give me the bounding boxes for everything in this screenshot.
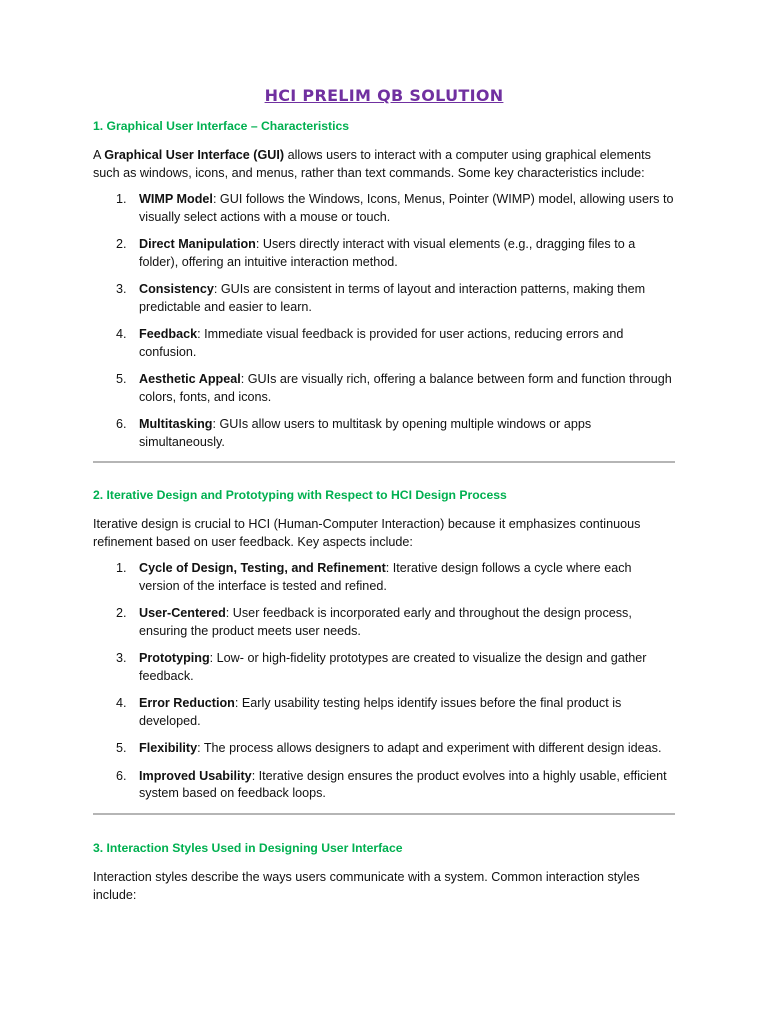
- item-text: : Users directly interact with visual elements (e.g., dragging files to a folder), offering an intuitive interaction method.: [139, 237, 636, 269]
- item-number: 2.: [116, 606, 127, 620]
- item-text: : User feedback is incorporated early and throughout the design process, ensuring the product meets user needs.: [139, 606, 632, 638]
- list-item: [93, 650, 675, 685]
- list-item: [93, 281, 675, 316]
- section-intro: [93, 147, 675, 182]
- item-number: 3.: [116, 651, 127, 665]
- list-item: [93, 605, 675, 640]
- item-number: 4.: [116, 696, 127, 710]
- item-text: : Early usability testing helps identify issues before the final product is developed.: [139, 696, 622, 728]
- item-term: Multitasking: [139, 417, 213, 431]
- item-term: Prototyping: [139, 651, 210, 665]
- item-text: : GUIs are consistent in terms of layout and interaction patterns, making them predictable and easier to learn.: [139, 282, 646, 314]
- list-item: [93, 416, 675, 451]
- item-term: Direct Manipulation: [139, 237, 256, 251]
- item-number: 1.: [116, 561, 127, 575]
- section-iterative-design: [93, 488, 675, 813]
- section-heading: 2. Iterative Design and Prototyping with Respect to HCI Design Process: [93, 488, 507, 502]
- intro-bold-term: Graphical User Interface (GUI): [104, 148, 285, 162]
- intro-prefix: A: [93, 148, 105, 162]
- item-number: 1.: [116, 192, 127, 206]
- item-number: 5.: [116, 372, 127, 386]
- item-term: Cycle of Design, Testing, and Refinement: [139, 561, 386, 575]
- section-gui-characteristics: [93, 119, 675, 461]
- aspects-list: [93, 560, 675, 803]
- item-number: 4.: [116, 327, 127, 341]
- item-term: Improved Usability: [139, 768, 252, 783]
- list-item: [93, 695, 675, 730]
- section-intro: Iterative design is crucial to HCI (Human-Computer Interaction) because it emphasizes continuous refinement based on user feedback. Key aspects include:: [93, 517, 641, 549]
- list-item: [93, 236, 675, 271]
- item-term: WIMP Model: [139, 192, 213, 206]
- item-text: : Iterative design ensures the product evolves into a highly usable, efficient system based on feedback loops.: [139, 768, 667, 800]
- list-item: [93, 768, 675, 803]
- section-interaction-styles: [93, 841, 675, 913]
- list-item: [93, 326, 675, 361]
- item-text: : Low- or high-fidelity prototypes are created to visualize the design and gather feedback.: [139, 651, 647, 683]
- item-number: 5.: [116, 741, 127, 755]
- section-heading: 3. Interaction Styles Used in Designing User Interface: [93, 841, 403, 855]
- section-heading: 1. Graphical User Interface – Characteristics: [93, 119, 350, 133]
- item-term: Consistency: [139, 282, 214, 296]
- document-title: HCI PRELIM QB SOLUTION: [264, 86, 504, 105]
- list-item: [93, 371, 675, 406]
- item-number: 3.: [116, 282, 127, 296]
- list-item: [93, 191, 675, 226]
- item-term: Flexibility: [139, 741, 198, 755]
- list-item: [93, 560, 675, 595]
- item-text: : Immediate visual feedback is provided for user actions, reducing errors and confusion.: [139, 327, 624, 359]
- item-text: : GUIs allow users to multitask by opening multiple windows or apps simultaneously.: [139, 417, 592, 449]
- item-number: 6.: [116, 417, 127, 431]
- intro-rest: allows users to interact with a computer using graphical elements such as windows, icons, and menus, rather than text commands. Some key characteristics include:: [93, 148, 651, 180]
- item-term: Feedback: [139, 327, 198, 341]
- horizontal-divider: [93, 461, 675, 463]
- item-term: Aesthetic Appeal: [139, 372, 241, 386]
- section-intro: Interaction styles describe the ways users communicate with a system. Common interaction styles include:: [93, 870, 640, 902]
- item-number: 2.: [116, 237, 127, 251]
- item-text: : Iterative design follows a cycle where each version of the interface is tested and refined.: [139, 561, 632, 593]
- characteristics-list: [93, 191, 675, 451]
- item-text: : GUI follows the Windows, Icons, Menus, Pointer (WIMP) model, allowing users to visually select actions with a mouse or touch.: [139, 192, 674, 224]
- item-term: User-Centered: [139, 606, 226, 620]
- item-text: : GUIs are visually rich, offering a balance between form and function through colors, fonts, and icons.: [139, 372, 672, 404]
- list-item: [93, 740, 675, 758]
- item-term: Error Reduction: [139, 696, 235, 710]
- item-text: : The process allows designers to adapt and experiment with different design ideas.: [197, 741, 662, 755]
- horizontal-divider: [93, 813, 675, 815]
- item-number: 6.: [116, 768, 127, 783]
